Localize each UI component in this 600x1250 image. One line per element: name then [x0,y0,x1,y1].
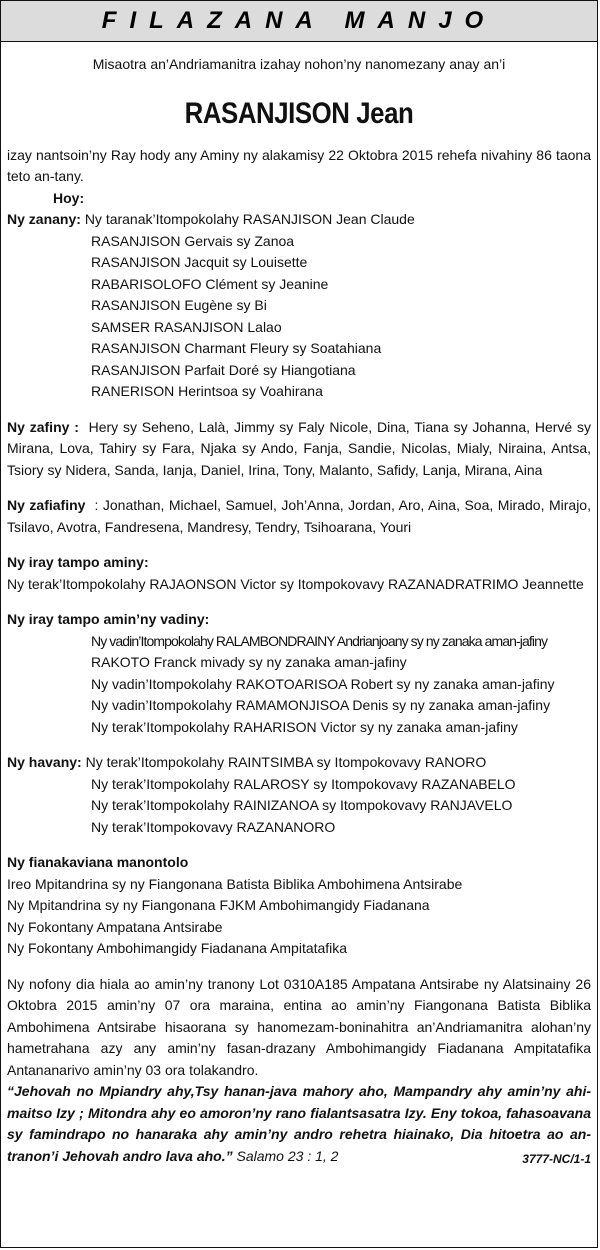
vadiny-item: RAKOTO Franck mivady sy ny zanaka aman-jafiny [91,654,407,670]
zanany-item: RASANJISON Jacquit sy Louisette [91,254,308,270]
notice-body [7,41,591,1170]
hoy-label: Hoy: [53,189,85,206]
havany-item: Ny terak’Itompokovavy RAZANANORO [91,818,336,835]
zafiafiny-label: Ny zafiafiny [7,497,86,513]
vadiny-item: Ny vadin’Itompokolahy RAKOTOARISOA Robert sy ny zanaka aman-jafiny [91,675,555,692]
havany-item: Ny terak’Itompokolahy RALAROSY sy Itompokovavy RAZANABELO [91,775,516,792]
havany-first: Ny terak’Itompokolahy RAINTSIMBA sy Itompokovavy RANORO [85,754,487,770]
zafiny-section [7,417,591,482]
iray-tampo-aminy-section [7,552,591,595]
fianakaviana-item: Ny Fokontany Ambohimangidy Fiadanana Ampitatafika [7,940,348,956]
zanany-item: RANERISON Herintsoa sy Voahirana [91,383,323,399]
havany-item: Ny terak’Itompokolahy RAINIZANOA sy Itompokovavy RANJAVELO [91,797,513,813]
quote-text: “Jehovah no Mpiandry ahy,Tsy hanan-java mahory aho, Mampandry ahy amin’ny ahi-maitso Izy ; Mitondra ahy eo amoron’ny rano fialantsasatra Izy. Eny tokoa, fahasoavana sy famindrapo no hanaraka ahy amin’ny andro rehetra hiainako, Dia hitoetra ao an-tranon’i Jehovah andro lava aho.” [7,1083,591,1164]
fianakaviana-item: Ny Mpitandrina sy ny Fiangonana FJKM Ambohimangidy Fiadanana [7,897,430,913]
vadiny-item: Ny vadin’Itompokolahy RAMAMONJISOA Denis sy ny zanaka aman-jafiny [91,697,551,713]
zanany-item: RASANJISON Charmant Fleury sy Soatahiana [91,340,382,356]
fianakaviana-label: Ny fianakaviana manontolo [7,854,189,870]
vadiny-item: Ny terak’Itompokolahy RAHARISON Victor sy ny zanaka aman-jafiny [91,718,518,735]
iray-tampo-vadiny-section [7,609,591,738]
havany-section [7,752,591,838]
header-bar [1,1,597,42]
header-title: FILAZANA MANJO [101,7,497,34]
zafiny-text: Hery sy Seheno, Lalà, Jimmy sy Faly Nicole, Dina, Tiana sy Johanna, Hervé sy Mirana, Lova, Tahiry sy Fara, Njaka sy Ando, Fanja, Sandie, Nicolas, Mialy, Niraina, Antsa, Tsiory sy Nidera, Sanda, Ianja, Daniel, Irina, Tony, Malanto, Safidy, Lanja, Mirana, Aina [7,418,592,478]
iray-tampo-vadiny-label: Ny iray tampo amin’ny vadiny: [7,611,210,627]
ad-code: 3777-NC/1-1 [522,1151,591,1166]
funeral-details: Ny nofony dia hiala ao amin’ny tranony Lot 0310A185 Ampatana Antsirabe ny Alatsinainy 26 Oktobra 2015 amin’ny 07 ora maraina, entina ao amin’ny Fiangonana Batista Biblika Ambohimena Antsirabe hisaorana sy hanomezam-boninahitra an’Andriamanitra alohan’ny hametrahana azy any amin’ny fasan-drazany Ambohimangidy Fiadanana Ampitatafika Antananarivo amin’ny 03 ora tolakandro. [7,975,591,1078]
zanany-item: RASANJISON Gervais sy Zanoa [91,232,295,249]
zanany-item: RASANJISON Eugène sy Bi [91,297,267,313]
iray-tampo-aminy-label: Ny iray tampo aminy: [7,554,149,570]
quote-reference: Salamo 23 : 1, 2 [236,1147,339,1164]
zanany-item: RABARISOLOFO Clément sy Jeanine [91,275,329,292]
fianakaviana-item: Ireo Mpitandrina sy ny Fiangonana Batista Biblika Ambohimena Antsirabe [7,875,463,892]
zafiafiny-text: : Jonathan, Michael, Samuel, Joh’Anna, Jordan, Aro, Aina, Soa, Mirado, Mirajo, Tsilavo, Avotra, Fandresena, Mandresy, Tendry, Tsihoarana, Youri [7,497,591,535]
iray-tampo-aminy-text: Ny terak’Itompokolahy RAJAONSON Victor sy Itompokovavy RAZANADRATRIMO Jeannette [7,575,584,592]
zafiny-label: Ny zafiny : [7,418,79,435]
bible-quote [7,1081,591,1167]
zanany-label: Ny zanany: [7,211,81,227]
fianakaviana-section [7,852,591,960]
zanany-first: Ny taranak’Itompokolahy RASANJISON Jean Claude [84,211,415,227]
fianakaviana-item: Ny Fokontany Ampatana Antsirabe [7,918,223,935]
vadiny-item: Ny vadin’Itompokolahy RALAMBONDRAINY Andrianjoany sy ny zanaka aman-jafiny [91,632,548,649]
intro-text: Misaotra an’Andriamanitra izahay nohon’ny nanomezany anay an’i [92,56,506,72]
zanany-item: SAMSER RASANJISON Lalao [91,318,282,335]
zanany-item: RASANJISON Parfait Doré sy Hiangotiana [91,361,356,378]
deceased-name: RASANJISON Jean [184,96,414,130]
zanany-section [7,209,591,403]
death-notice: izay nantsoin’ny Ray hody any Aminy ny alakamisy 22 Oktobra 2015 rehefa nivahiny 86 taona teto an-tany. [7,146,591,184]
havany-label: Ny havany: [7,754,82,770]
zafiafiny-section [7,495,591,538]
